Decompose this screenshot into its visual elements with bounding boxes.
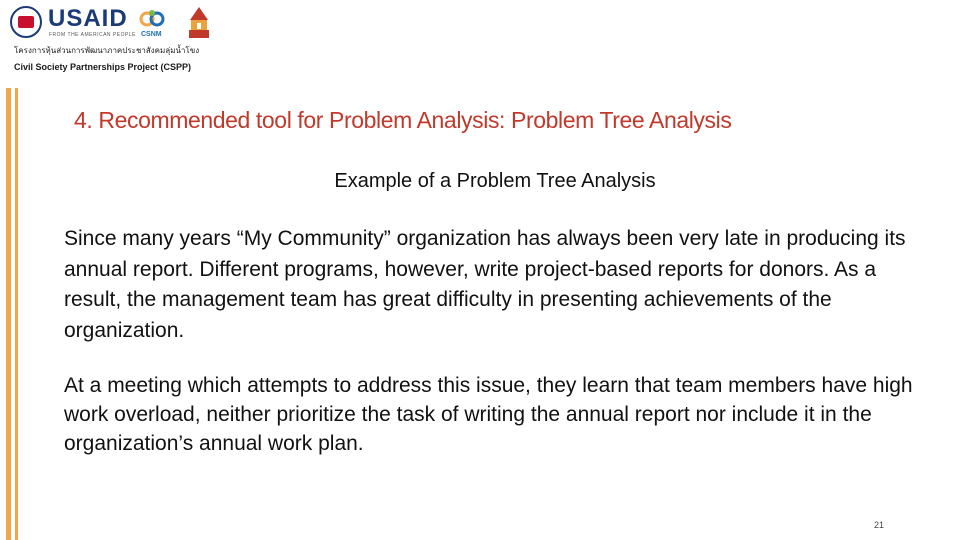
page-number: 21 <box>874 520 885 530</box>
slide-subtitle: Example of a Problem Tree Analysis <box>334 170 656 192</box>
paragraph-context: Since many years “My Community” organization has always been very late in producing its annual report. Different programs, however, write project-based reports for donors. As a result, the management team has great difficulty in presenting achievements of the organization. <box>64 227 906 342</box>
usaid-seal-icon <box>10 6 42 38</box>
temple-emblem-icon <box>186 6 212 40</box>
csnm-logo-icon <box>138 8 166 30</box>
csnm-logo-text: CSNM <box>141 31 162 38</box>
accent-bar-right <box>15 88 18 540</box>
header-logos <box>0 0 230 80</box>
usaid-tagline: FROM THE AMERICAN PEOPLE <box>49 32 136 38</box>
accent-bar-left <box>6 88 11 540</box>
project-name: Civil Society Partnerships Project (CSPP) <box>14 62 192 72</box>
slide-title: 4. Recommended tool for Problem Analysis: Problem Tree Analysis <box>74 107 732 133</box>
usaid-wordmark: USAID <box>48 5 128 32</box>
project-name-thai: โครงการหุ้นส่วนการพัฒนาภาคประชาสังคมลุ่มน้ำโขง <box>14 46 200 55</box>
paragraph-meeting: At a meeting which attempts to address this issue, they learn that team members have high work overload, neither prioritize the task of writing the annual report nor include it in the organization’s annual work plan. <box>64 374 913 455</box>
